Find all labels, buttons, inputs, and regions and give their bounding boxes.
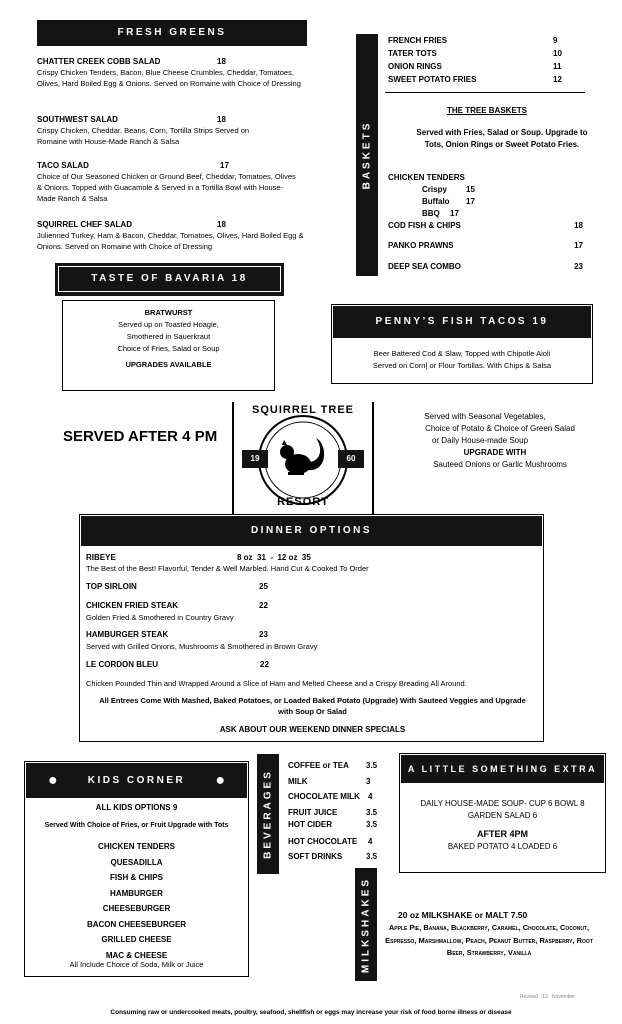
dinner-note-line: Served with Seasonal Vegetables, [424,412,546,421]
dinner-note-line: Choice of Potato & Choice of Green Salad [425,424,575,433]
side-item: TATER TOTS 10 [388,49,562,58]
dinner-item-sirloin: TOP SIRLOIN 25 [86,582,268,591]
dinner-item-desc: The Best of the Best! Flavorful, Tender & Well Marbled. Hand Cut & Cooked To Order [86,564,369,573]
chicken-tenders-label: CHICKEN TENDERS [388,173,465,182]
weekend-specials: ASK ABOUT OUR WEEKEND DINNER SPECIALS [219,725,406,734]
extra-line: BAKED POTATO 4 LOADED 6 [447,842,558,851]
kids-served: Served With Choice of Fries, or Fruit Upgrade with Tots [44,822,229,829]
basket-item: DEEP SEA COMBO 23 [388,262,583,271]
milkshake-flavors: Apple Pie, Banana, Blackberry, Caramel, Chocolate, Coconut, Espresso, Marshmallow, Peach, Peanut Butter, Raspberry, Root Beer, Strawberry, Vanilla [385,923,593,957]
logo-top-text: SQUIRREL TREE [251,404,355,416]
menu-item [37,114,257,147]
bavaria-header: TASTE OF BAVARIA 18 [55,263,284,296]
divider [385,92,585,93]
tender-option: BBQ 17 [422,209,459,218]
food-safety-disclaimer: Consuming raw or undercooked meats, poultry, seafood, shellfish or eggs may increase your risk of food borne illness or disease [110,1009,512,1016]
baskets-title: THE TREE BASKETS [447,106,528,115]
side-item: ONION RINGS 11 [388,62,562,71]
item-price: 18 [217,57,226,66]
bavaria-box [62,300,275,391]
beverage-item: HOT CIDER 3.5 [288,819,378,829]
beverages-list [288,760,388,866]
kids-item: HAMBURGER [110,888,163,898]
dinner-item-desc: Chicken Pounded Thin and Wrapped Around a Slice of Ham and Melted Cheese and a Crispy Breading All Around. [86,679,467,688]
menu-item [37,219,312,252]
dinner-note-upgrade: UPGRADE WITH [463,448,527,457]
dinner-note-line: or Daily House-made Soup [431,436,529,445]
tender-option: Buffalo 17 [422,197,475,206]
bavaria-desc: Choice of Fries, Salad or Soup [117,344,220,353]
sides-list [388,35,568,87]
extra-line: DAILY HOUSE-MADE SOUP- CUP 6 BOWL 8 [420,799,585,808]
extra-after-4pm: AFTER 4PM [476,829,528,839]
milkshakes-side-label: MILKSHAKES [355,868,377,981]
dinner-item-desc: Served with Grilled Onions, Mushrooms & Smothered in Brown Gravy [86,642,318,651]
fresh-greens-header: FRESH GREENS [37,20,307,46]
logo-left-year: 19 [250,454,260,463]
item-price: 18 [217,220,226,229]
fish-tacos-desc: Beer Battered Cod & Slaw, Topped with Chipotle Aioli [373,349,551,358]
dinner-note-line: Sauteed Onions or Garlic Mushrooms [433,460,567,469]
beverage-item: FRUIT JUICE 3.5 [288,807,378,817]
beverage-item: HOT CHOCOLATE 4 [288,836,373,846]
squirrel-icon: ● [215,772,225,789]
dinner-options-header: DINNER OPTIONS [81,516,542,546]
milkshake-title: 20 oz MILKSHAKE or MALT 7.50 [398,910,528,920]
item-price: 17 [220,161,229,170]
revised-note: Revised 13 November [520,994,576,1000]
kids-item: CHICKEN TENDERS [98,842,175,851]
resort-logo [232,400,374,516]
bratwurst-title: BRATWURST [144,308,193,317]
basket-item: PANKO PRAWNS 17 [388,241,583,250]
dinner-item-desc: Golden Fried & Smothered in Country Gravy [86,613,234,622]
item-description: Crispy Chicken Tenders, Bacon, Blue Cheese Crumbles, Cheddar, Tomatoes, Olives, Hard Boiled Egg & Onions. Served on Romaine with Choice of Dressing [37,68,301,88]
baskets-side-label: BASKETS [356,34,378,276]
baskets-intro: Served with Fries, Salad or Soup. Upgrade to Tots, Onion Rings or Sweet Potato Fries. [416,128,588,149]
dinner-note [400,411,600,471]
item-name: SOUTHWEST SALAD [37,115,118,124]
extra-line: GARDEN SALAD 6 [467,811,538,820]
kids-footer: All Include Choice of Soda, Milk or Juice [69,960,204,969]
beverage-item: COFFEE or TEA 3.5 [288,761,378,770]
extra-header: A LITTLE SOMETHING EXTRA [401,755,604,783]
kids-item: FISH & CHIPS [110,873,163,882]
bavaria-desc: Smothered in Sauerkraut [126,332,211,341]
bavaria-desc: Served up on Toasted Hoagie, [118,320,219,329]
served-after-label: SERVED AFTER 4 PM [63,428,218,445]
side-item: FRENCH FRIES 9 [388,36,558,45]
logo-right-year: 60 [346,454,356,463]
fish-tacos-header: PENNY’S FISH TACOS 19 [333,306,591,338]
item-description: Julienned Turkey, Ham & Bacon, Cheddar, Tomatoes, Olives, Hard Boiled Egg & Onions. Served on Romaine with Choice of Dressing [37,231,304,251]
kids-item: GRILLED CHEESE [101,935,172,944]
dinner-item-hamburger: HAMBURGER STEAK 23 [86,630,268,639]
dinner-item-cordon: LE CORDON BLEU 22 [86,660,269,669]
beverages-side-label: BEVERAGES [257,754,279,874]
logo-bottom-text: RESORT [277,496,329,508]
beverage-item: SOFT DRINKS 3.5 [288,851,378,861]
item-name: TACO SALAD [37,161,89,170]
kids-item: QUESADILLA [110,857,163,867]
kids-items [24,839,249,963]
menu-item [37,160,299,204]
item-price: 18 [217,115,226,124]
squirrel-icon [280,438,324,475]
kids-item: MAC & CHEESE [105,950,168,960]
side-item: SWEET POTATO FRIES 12 [388,75,562,84]
item-name: CHATTER CREEK COBB SALAD [37,57,161,66]
dinner-item-ribeye: RIBEYE 8 oz 31 - 12 oz 35 [86,553,311,562]
kids-all-options: ALL KIDS OPTIONS 9 [95,803,178,812]
item-description: Crispy Chicken, Cheddar, Beans, Corn, Tortilla Strips Served on Romaine with House-Made Ranch & Salsa [37,126,250,146]
kids-item: CHEESEBURGER [102,904,171,913]
kids-item: BACON CHEESEBURGER [86,919,187,929]
basket-item: COD FISH & CHIPS 18 [388,221,583,230]
extra-box [399,753,606,873]
dinner-item-cfs: CHICKEN FRIED STEAK 22 [86,601,268,610]
beverage-item: MILK 3 [288,776,371,786]
item-description: Choice of Our Seasoned Chicken or Ground Beef, Cheddar, Tomatoes, Olives & Onions. Topped with Guacamole & Served in a Tortilla Bowl with House-Made Ranch & Salsa [37,172,296,203]
menu-item [37,56,307,89]
entrees-note: All Entrees Come With Mashed, Baked Potatoes, or Loaded Baked Potato (Upgrade) With Sauteed Veggies and Upgrade with Soup Or Salad [99,696,526,716]
squirrel-icon: ● [48,772,58,789]
upgrades-available: UPGRADES AVAILABLE [125,360,212,369]
item-name: SQUIRREL CHEF SALAD [37,220,132,229]
fish-tacos-desc: Served on Corn| or Flour Tortillas. With Chips & Salsa [372,361,552,370]
beverage-item: CHOCOLATE MILK 4 [288,792,373,801]
fish-tacos-box [331,304,593,384]
kids-corner-header: ● KIDS CORNER ● [26,763,247,798]
tender-option: Crispy 15 [422,185,475,194]
